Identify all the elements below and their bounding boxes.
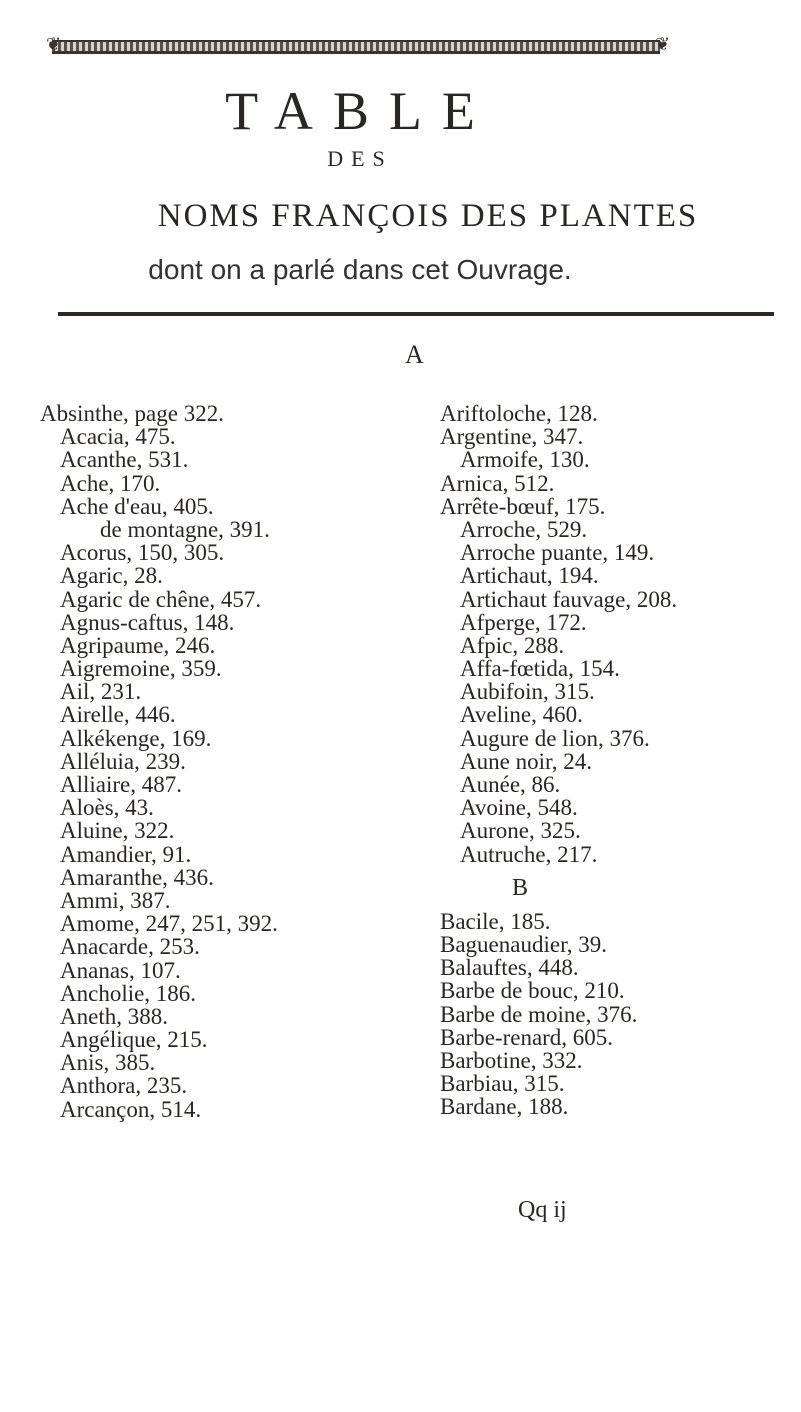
index-entry: Argentine, 347. <box>440 424 584 450</box>
index-entry: Ananas, 107. <box>60 957 181 983</box>
index-entry: Amome, 247, 251, 392. <box>60 911 278 937</box>
index-entry: Barbiau, 315. <box>440 1071 565 1097</box>
index-entry: Bardane, 188. <box>440 1094 569 1120</box>
index-entry: Balauftes, 448. <box>440 955 579 981</box>
page-subheading: dont on a parlé dans cet Ouvrage. <box>148 254 572 285</box>
index-entry: Aneth, 388. <box>60 1003 168 1029</box>
index-entry: Afpic, 288. <box>460 632 565 658</box>
page-heading: NOMS FRANÇOIS DES PLANTES <box>157 198 699 234</box>
index-entry: Anthora, 235. <box>60 1073 188 1099</box>
index-entry: Agaric, 28. <box>60 563 163 589</box>
index-entry: Aunée, 86. <box>460 772 561 797</box>
index-entry: Ammi, 387. <box>60 887 171 913</box>
index-entry: Anacarde, 253. <box>60 934 200 960</box>
index-entry: Agaric de chêne, 457. <box>60 586 262 612</box>
index-entry: Arroche puante, 149. <box>460 540 655 566</box>
index-entry: Alléluia, 239. <box>60 748 186 774</box>
index-entry: Arroche, 529. <box>460 516 588 542</box>
index-entry: de montagne, 391. <box>100 516 270 542</box>
index-entry: Ancholie, 186. <box>60 980 197 1006</box>
index-entry: Aluine, 322. <box>60 818 175 844</box>
index-entry: Agnus-caftus, 148. <box>60 609 235 635</box>
index-entry: Aigremoine, 359. <box>60 656 222 682</box>
index-entry: Aurone, 325. <box>460 818 581 844</box>
index-entry: Bacile, 185. <box>440 908 551 934</box>
signature-mark: Qq ij <box>518 1197 567 1223</box>
index-entry: Arcançon, 514. <box>60 1096 202 1122</box>
section-letter-b: B <box>511 874 528 901</box>
index-column-left <box>40 402 370 1121</box>
index-entry: Affa-fœtida, 154. <box>460 656 620 682</box>
index-entry: Ariftoloche, 128. <box>440 401 598 426</box>
heading-divider <box>58 312 774 316</box>
index-entry: Barbe de moine, 376. <box>440 1001 638 1027</box>
index-entry: Acanthe, 531. <box>60 447 189 473</box>
index-entry: Ache, 170. <box>60 470 161 496</box>
index-entry: Avoine, 548. <box>460 795 578 821</box>
index-entry: Alkékenge, 169. <box>60 725 212 751</box>
index-entry: Artichaut fauvage, 208. <box>460 586 678 612</box>
index-column-right <box>440 402 800 1118</box>
index-entry: Arrête-bœuf, 175. <box>440 493 606 519</box>
title-des: DES <box>327 146 393 171</box>
index-entry: Agripaume, 246. <box>60 632 216 658</box>
index-entry: Alliaire, 487. <box>60 772 182 797</box>
fleuron-left-icon: ❦ <box>46 34 62 55</box>
section-letter-a: A <box>405 340 424 369</box>
index-entry: Baguenaudier, 39. <box>440 931 608 957</box>
ornamental-rule <box>52 40 660 54</box>
index-entry: Autruche, 217. <box>460 841 598 867</box>
index-entry: Barbotine, 332. <box>440 1047 583 1073</box>
index-entry: Angélique, 215. <box>60 1027 208 1053</box>
index-entry: Absinthe, page 322. <box>40 401 224 426</box>
index-entry: Artichaut, 194. <box>460 563 599 589</box>
index-entry: Acorus, 150, 305. <box>60 540 225 566</box>
fleuron-right-icon: ❦ <box>655 34 671 55</box>
index-entry: Ache d'eau, 405. <box>60 493 214 519</box>
index-entry: Amandier, 91. <box>60 841 192 867</box>
index-entry: Ail, 231. <box>60 679 142 705</box>
index-entry: Arnica, 512. <box>440 470 555 496</box>
page-title: TABLE <box>225 81 495 141</box>
index-entry: Aloès, 43. <box>60 795 154 821</box>
index-entry: Anis, 385. <box>60 1050 156 1076</box>
index-entry: Aveline, 460. <box>460 702 583 728</box>
index-entry: Aubifoin, 315. <box>460 679 595 705</box>
index-entry: Amaranthe, 436. <box>60 864 214 890</box>
index-entry: Acacia, 475. <box>60 424 176 450</box>
index-entry: Armoife, 130. <box>460 447 590 473</box>
index-entry: Barbe de bouc, 210. <box>440 978 625 1004</box>
index-entry: Airelle, 446. <box>60 702 176 728</box>
index-entry: Barbe-renard, 605. <box>440 1024 614 1050</box>
index-entry: Augure de lion, 376. <box>460 725 650 751</box>
index-entry: Afperge, 172. <box>460 609 587 635</box>
index-entry: Aune noir, 24. <box>460 748 592 774</box>
